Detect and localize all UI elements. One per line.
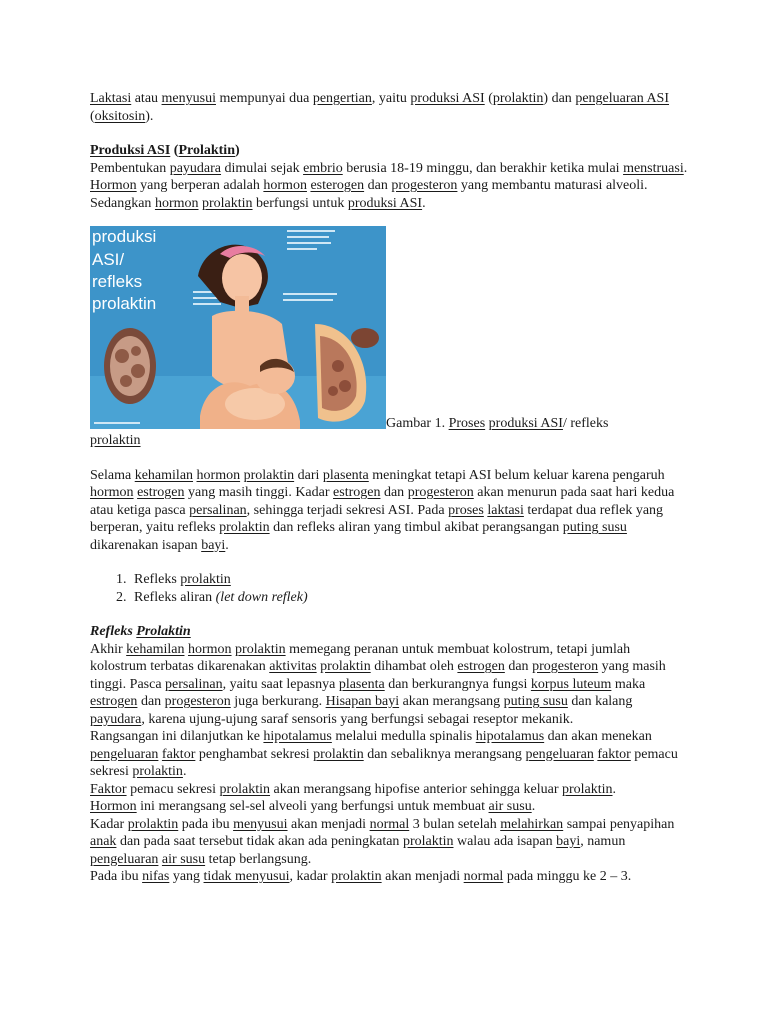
breastfeeding-illustration — [90, 226, 386, 429]
link-prolaktin[interactable]: prolaktin — [492, 91, 544, 106]
link-laktasi[interactable]: laktasi — [487, 502, 524, 518]
rangsangan-paragraph: Rangsangan ini dilanjutkan ke hipotalamus melalui medulla spinalis hipotalamus dan akan menekan pengeluaran faktor penghambat sekresi prolaktin dan sebaliknya merangsang pengeluaran faktor pemacu sekresi prolaktin. — [90, 729, 678, 779]
intro-paragraph: Laktasi atau menyusui mempunyai dua pengertian, yaitu produksi ASI (prolaktin) dan pengeluaran ASI (oksitosin). — [90, 91, 670, 124]
svg-text:produksi: produksi — [92, 227, 157, 246]
link-persalinan[interactable]: persalinan — [165, 676, 223, 692]
pembentukan-paragraph: Pembentukan payudara dimulai sejak embrio berusia 18-19 minggu, dan berakhir ketika mulai menstruasi. Hormon yang berperan adalah hormon esterogen dan progesteron yang membantu maturasi alveoli. Sedangkan hormon prolaktin berfungsi untuk produksi ASI. — [90, 160, 688, 211]
link-persalinan[interactable]: persalinan — [189, 502, 247, 518]
link-hormon[interactable]: hormon — [187, 641, 232, 657]
svg-text:prolaktin: prolaktin — [92, 294, 157, 313]
link-produksi-asi[interactable]: produksi ASI — [488, 415, 563, 431]
link-prolaktin[interactable]: Prolaktin — [178, 143, 235, 158]
link-laktasi[interactable]: Laktasi — [90, 91, 132, 106]
link-puting-susu[interactable]: puting susu — [503, 694, 568, 709]
link-prolaktin[interactable]: prolaktin — [90, 433, 141, 448]
nifas-paragraph: Pada ibu nifas yang tidak menyusui, kadar prolaktin akan menjadi normal pada minggu ke 2 – 3. — [90, 869, 632, 884]
link-pengeluaran[interactable]: pengeluaran — [90, 851, 159, 867]
figure-image — [90, 226, 386, 429]
link-prolaktin[interactable]: prolaktin — [219, 781, 271, 797]
figure-caption: Gambar 1. Proses produksi ASI/ refleks — [386, 415, 609, 431]
link-hormon[interactable]: Hormon — [90, 799, 137, 814]
link-produksi-asi[interactable]: produksi ASI — [410, 91, 485, 106]
akhir-kehamilan-paragraph: Akhir kehamilan hormon prolaktin memegang peranan untuk membuat kolostrum, tetapi jumlah kolostrum terbatas dikarenakan aktivitas prolaktin dihambat oleh estrogen dan progesteron yang masih tinggi. Pasca persalinan, yaitu saat lepasnya plasenta dan berkurangnya fungsi korpus luteum maka estrogen dan progesteron juga berkurang. Hisapan bayi akan merangsang puting susu dan kalang payudara, karena ujung-ujung saraf sensoris yang berfungsi sebagai reseptor mekanik. — [90, 641, 666, 727]
link-estrogen[interactable]: estrogen — [137, 485, 185, 500]
link-korpus-luteum[interactable]: korpus luteum — [530, 676, 612, 692]
link-pengertian[interactable]: pengertian — [312, 91, 372, 106]
link-nifas[interactable]: nifas — [142, 869, 170, 884]
link-faktor[interactable]: Faktor — [90, 781, 127, 797]
link-prolaktin[interactable]: prolaktin — [235, 641, 286, 657]
link-prolaktin[interactable]: Prolaktin — [136, 624, 191, 639]
link-hormon[interactable]: hormon — [90, 485, 134, 500]
svg-text:ASI/: ASI/ — [92, 250, 125, 269]
section-heading-produksi-asi: Produksi ASI (Prolaktin) — [90, 143, 240, 158]
link-aktivitas[interactable]: aktivitas — [269, 659, 317, 674]
link-anak[interactable]: anak — [90, 834, 117, 849]
link-produksi-asi[interactable]: produksi ASI — [347, 195, 423, 211]
link-progesteron[interactable]: progesteron — [407, 485, 474, 500]
link-air-susu[interactable]: air susu — [161, 851, 206, 867]
link-estrogen[interactable]: estrogen — [333, 485, 381, 500]
link-air-susu[interactable]: air susu — [488, 799, 532, 814]
link-prolaktin[interactable]: prolaktin — [561, 781, 613, 797]
figure-row — [90, 226, 690, 432]
link-bayi[interactable]: bayi — [556, 834, 581, 849]
link-prolaktin[interactable]: prolaktin — [127, 816, 179, 832]
link-prolaktin[interactable]: prolaktin — [243, 467, 295, 483]
link-progesteron[interactable]: progesteron — [391, 178, 458, 193]
link-progesteron[interactable]: progesteron — [532, 659, 599, 674]
link-kehamilan[interactable]: kehamilan — [126, 641, 185, 657]
link-faktor[interactable]: faktor — [161, 746, 196, 762]
link-progesteron[interactable]: progesteron — [164, 694, 231, 709]
link-hipotalamus[interactable]: hipotalamus — [263, 729, 332, 744]
kadar-paragraph: Kadar prolaktin pada ibu menyusui akan menjadi normal 3 bulan setelah melahirkan sampai penyapihan anak dan pada saat tersebut tidak akan ada peningkatan prolaktin walau ada isapan bayi, namun pengeluaran air susu tetap berlangsung. — [90, 816, 675, 867]
kehamilan-paragraph: Selama kehamilan hormon prolaktin dari plasenta meningkat tetapi ASI belum keluar karena pengaruh hormon estrogen yang masih tinggi. Kadar estrogen dan progesteron akan menurun pada saat hari kedua atau ketiga pasca persalinan, sehingga terjadi sekresi ASI. Pada proses laktasi terdapat dua reflek yang berperan, yaitu refleks prolaktin dan refleks aliran yang timbul akibat perangsangan puting susu dikarenakan isapan bayi. — [90, 467, 675, 553]
link-prolaktin[interactable]: prolaktin — [202, 195, 253, 211]
link-kehamilan[interactable]: kehamilan — [134, 467, 194, 483]
link-payudara[interactable]: payudara — [169, 160, 222, 176]
link-prolaktin[interactable]: prolaktin — [320, 659, 371, 674]
link-payudara[interactable]: payudara — [90, 711, 142, 727]
link-esterogen[interactable]: esterogen — [310, 178, 365, 193]
link-pengeluaran[interactable]: pengeluaran — [90, 746, 159, 762]
section-heading-refleks-prolaktin: Refleks Prolaktin — [90, 624, 191, 639]
link-estrogen[interactable]: estrogen — [457, 659, 505, 674]
reflex-list — [90, 571, 690, 606]
link-prolaktin[interactable]: prolaktin — [402, 834, 454, 849]
link-bayi[interactable]: bayi — [201, 537, 226, 553]
link-pengeluaran-asi[interactable]: pengeluaran ASI — [575, 91, 670, 106]
link-estrogen[interactable]: estrogen — [90, 694, 138, 709]
link-hormon[interactable]: hormon — [154, 195, 199, 211]
link-plasenta[interactable]: plasenta — [338, 676, 385, 692]
link-menyusui[interactable]: menyusui — [161, 91, 216, 106]
link-pengeluaran[interactable]: pengeluaran — [525, 746, 594, 762]
link-hisapan-bayi[interactable]: Hisapan bayi — [325, 694, 400, 709]
link-prolaktin[interactable]: prolaktin — [180, 572, 231, 587]
link-menstruasi[interactable]: menstruasi — [623, 160, 684, 176]
link-proses[interactable]: proses — [448, 502, 484, 518]
list-item: 2. Refleks aliran (let down reflek) — [130, 589, 690, 607]
link-produksi-asi[interactable]: Produksi ASI — [90, 143, 171, 158]
link-faktor[interactable]: faktor — [597, 746, 631, 762]
list-item: 1. Refleks prolaktin — [130, 571, 690, 589]
link-prolaktin[interactable]: prolaktin — [331, 869, 382, 884]
link-oksitosin[interactable]: oksitosin — [94, 108, 146, 124]
link-menyusui[interactable]: menyusui — [233, 816, 288, 832]
link-hormon[interactable]: hormon — [263, 178, 307, 193]
figure-footer-mark — [94, 422, 140, 424]
svg-text:refleks: refleks — [92, 272, 143, 291]
link-prolaktin[interactable]: prolaktin — [132, 764, 183, 779]
link-prolaktin[interactable]: prolaktin — [219, 520, 270, 535]
link-embrio[interactable]: embrio — [303, 160, 343, 176]
link-proses[interactable]: Proses — [448, 415, 486, 431]
link-puting-susu[interactable]: puting susu — [562, 520, 627, 535]
link-hormon[interactable]: Hormon — [90, 178, 137, 193]
link-normal[interactable]: normal — [369, 816, 410, 832]
link-plasenta[interactable]: plasenta — [322, 467, 369, 483]
alveoli-diagram — [104, 328, 156, 404]
document-page — [90, 90, 690, 886]
hormon-paragraph: Hormon ini merangsang sel-sel alveoli yang berfungsi untuk membuat air susu. — [90, 799, 536, 814]
link-melahirkan[interactable]: melahirkan — [500, 816, 564, 832]
link-hipotalamus[interactable]: hipotalamus — [475, 729, 545, 744]
figure-caption-continued — [90, 432, 690, 450]
link-normal[interactable]: normal — [463, 869, 504, 884]
faktor-paragraph: Faktor pemacu sekresi prolaktin akan merangsang hipofise anterior sehingga keluar prolaktin. — [90, 781, 617, 797]
link-tidak-menyusui[interactable]: tidak menyusui — [203, 869, 290, 884]
link-prolaktin[interactable]: prolaktin — [313, 746, 364, 762]
link-hormon[interactable]: hormon — [196, 467, 241, 483]
